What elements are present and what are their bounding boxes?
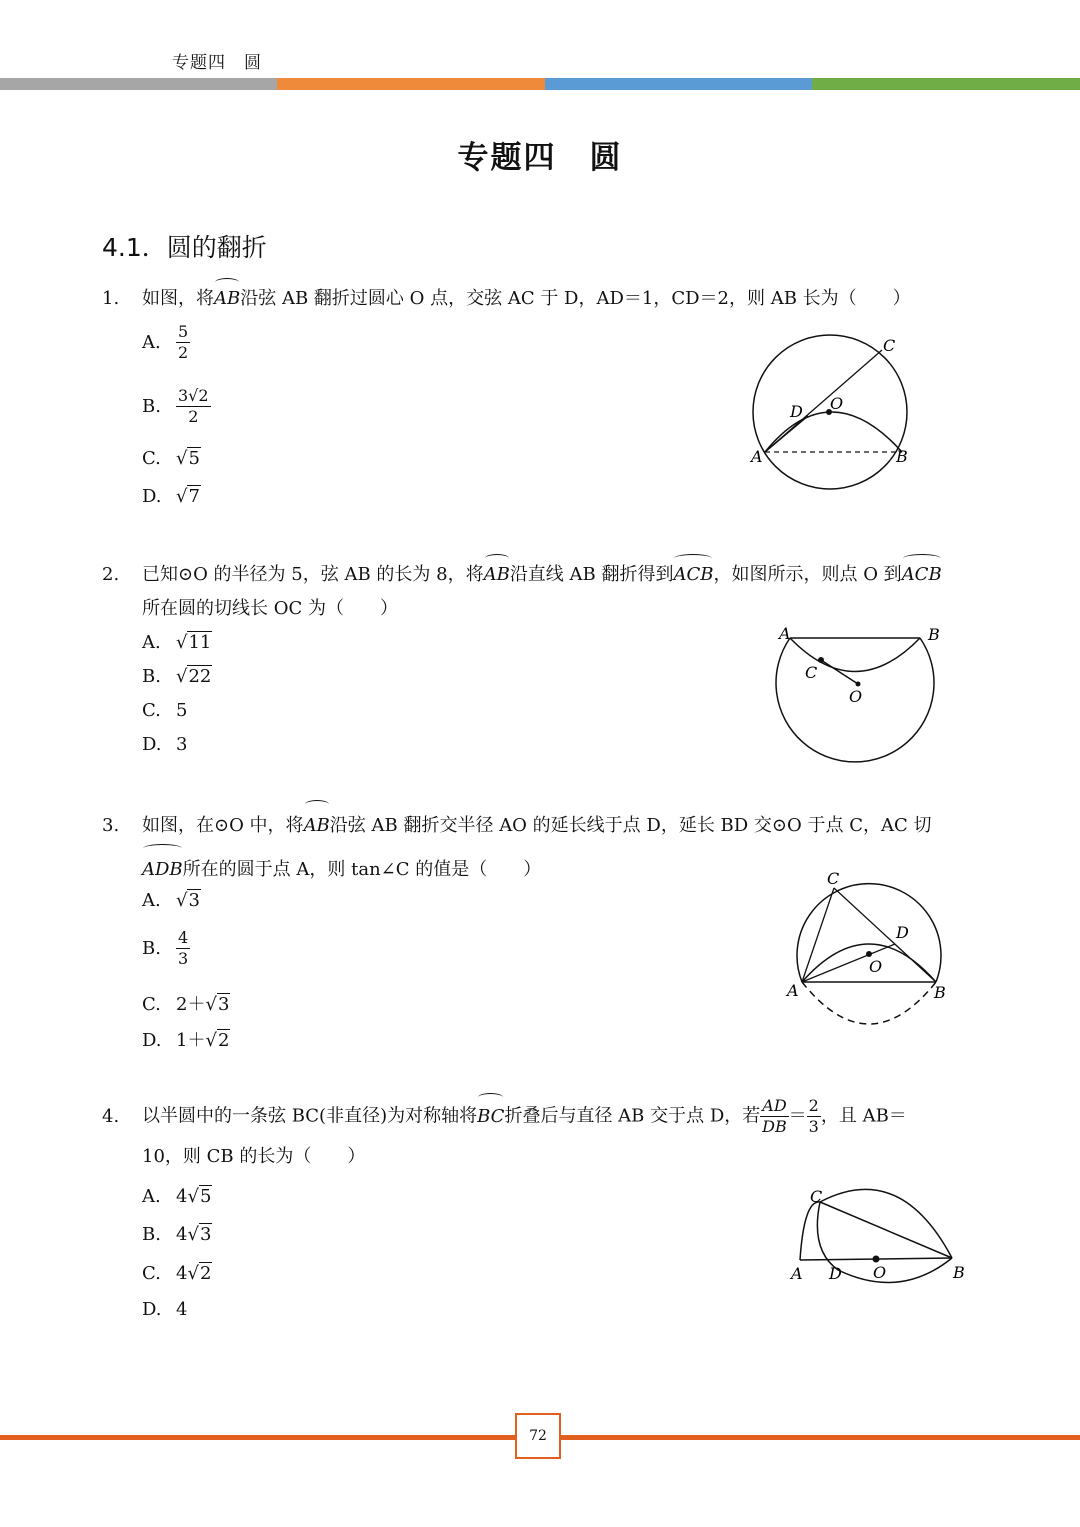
header-stripe-blue xyxy=(545,78,812,90)
point-c xyxy=(818,657,824,663)
point-o xyxy=(856,682,861,687)
folded-arc xyxy=(765,412,902,452)
fraction: $\frac{AD}{DB}$ xyxy=(762,1096,787,1136)
figure-3 xyxy=(780,866,960,1032)
option-1d: D. √7 xyxy=(142,486,200,507)
segment-ad xyxy=(765,416,808,452)
label-c: C xyxy=(805,663,818,682)
question-number: 3. xyxy=(102,815,120,836)
question-number: 1. xyxy=(102,288,120,309)
label-b: B xyxy=(953,1263,965,1282)
question-4: 4. 以半圆中的一条弦 BC(非直径)为对称轴将BC折叠后与直径 AB 交于点 D，若 $\frac{AD}{DB}$ ＝ $\frac{2}{3}$ ，且 AB＝ 10，则 CB 的长为（ ） xyxy=(102,1096,907,1167)
fraction: $\frac{2}{3}$ xyxy=(808,1096,819,1136)
label-d: D xyxy=(896,923,909,942)
option-4d: D. 4 xyxy=(142,1299,188,1320)
option-1a: A. $\frac{5}{2}$ xyxy=(142,322,189,362)
fraction: $\frac{5}{2}$ xyxy=(178,322,189,362)
label-o: O xyxy=(849,687,863,706)
segment-cb xyxy=(834,888,936,982)
label-b: B xyxy=(934,983,946,1002)
sqrt: √22 xyxy=(176,666,212,687)
label-b: B xyxy=(896,447,908,466)
page-number: 72 xyxy=(515,1413,561,1459)
arc-symbol: ACB xyxy=(673,558,713,592)
label-d: D xyxy=(790,402,803,421)
option-2b: B. √22 xyxy=(142,666,212,687)
section-heading: 4.1．圆的翻折 xyxy=(102,233,267,262)
sqrt: √3 xyxy=(176,890,200,911)
page-title: 专题四 圆 xyxy=(457,140,623,176)
option-2a: A. √11 xyxy=(142,632,212,653)
segment-ac xyxy=(802,888,834,982)
label-d: D xyxy=(829,1264,842,1283)
label-a: A xyxy=(791,1264,803,1283)
label-c: C xyxy=(810,1187,823,1206)
sqrt: √3 xyxy=(205,994,230,1015)
option-1c: C. √5 xyxy=(142,448,200,469)
arc-symbol: ADB xyxy=(142,848,183,892)
sqrt: √3 xyxy=(187,1224,212,1245)
sqrt: √11 xyxy=(176,632,212,653)
label-a: A xyxy=(751,447,763,466)
option-3a: A. √3 xyxy=(142,890,200,911)
label-o: O xyxy=(873,1263,887,1282)
option-1b: B. $\frac{3√2}{2}$ xyxy=(142,386,209,426)
sqrt: √2 xyxy=(205,1030,230,1051)
option-3b: B. $\frac{4}{3}$ xyxy=(142,928,189,968)
question-3: 3. 如图，在⊙O 中，将AB沿弦 AB 翻折交半径 AO 的延长线于点 D，延长 BD 交⊙O 于点 C，AC 切 ADB所在的圆于点 A，则 tan∠C 的值是（ ） xyxy=(102,804,982,892)
option-3d: D. 1＋√2 xyxy=(142,1030,230,1051)
label-c: C xyxy=(827,869,840,888)
header-stripe-gray xyxy=(0,78,277,90)
fraction: $\frac{3√2}{2}$ xyxy=(178,386,209,426)
option-2c: C. 5 xyxy=(142,700,188,721)
question-2: 2. 已知⊙O 的半径为 5，弦 AB 的长为 8，将AB沿直线 AB 翻折得到ACB，如图所示，则点 O 到ACB 所在圆的切线长 OC 为（ ） xyxy=(102,558,982,626)
question-number: 2. xyxy=(102,564,120,585)
header-stripe-orange xyxy=(277,78,545,90)
option-4b: B. 4√3 xyxy=(142,1224,212,1245)
question-1: 1. 如图，将AB沿弦 AB 翻折过圆心 O 点，交弦 AC 于 D，AD＝1，CD＝2，则 AB 长为（ ） xyxy=(102,282,982,316)
running-header: 专题四 圆 xyxy=(172,53,262,73)
label-a: A xyxy=(779,624,791,643)
sqrt: √5 xyxy=(187,1186,212,1207)
sqrt: √7 xyxy=(176,486,200,507)
dashed-arc xyxy=(802,982,936,1024)
figure-2 xyxy=(770,620,950,770)
fraction: $\frac{4}{3}$ xyxy=(178,928,189,968)
question-number: 4. xyxy=(102,1105,120,1127)
center-point xyxy=(873,1256,880,1263)
label-o: O xyxy=(830,394,844,413)
option-4c: C. 4√2 xyxy=(142,1263,212,1284)
semicircle-arc xyxy=(820,1189,952,1258)
option-4a: A. 4√5 xyxy=(142,1186,212,1207)
label-o: O xyxy=(869,957,883,976)
sqrt: √5 xyxy=(176,448,200,469)
label-a: A xyxy=(787,981,799,1000)
chord-bc xyxy=(820,1202,952,1258)
arc-symbol: AB xyxy=(484,558,510,592)
arc-symbol: AB xyxy=(214,282,240,316)
label-b: B xyxy=(928,625,940,644)
option-2d: D. 3 xyxy=(142,734,188,755)
figure-4 xyxy=(780,1180,980,1290)
label-c: C xyxy=(883,336,896,355)
header-stripe-green xyxy=(812,78,1080,90)
figure-1 xyxy=(740,330,930,500)
arc-symbol: ACB xyxy=(902,558,942,592)
arc-symbol: BC xyxy=(477,1097,504,1137)
arc-symbol: AB xyxy=(304,804,330,848)
option-3c: C. 2＋√3 xyxy=(142,994,230,1015)
sqrt: √2 xyxy=(187,1263,212,1284)
